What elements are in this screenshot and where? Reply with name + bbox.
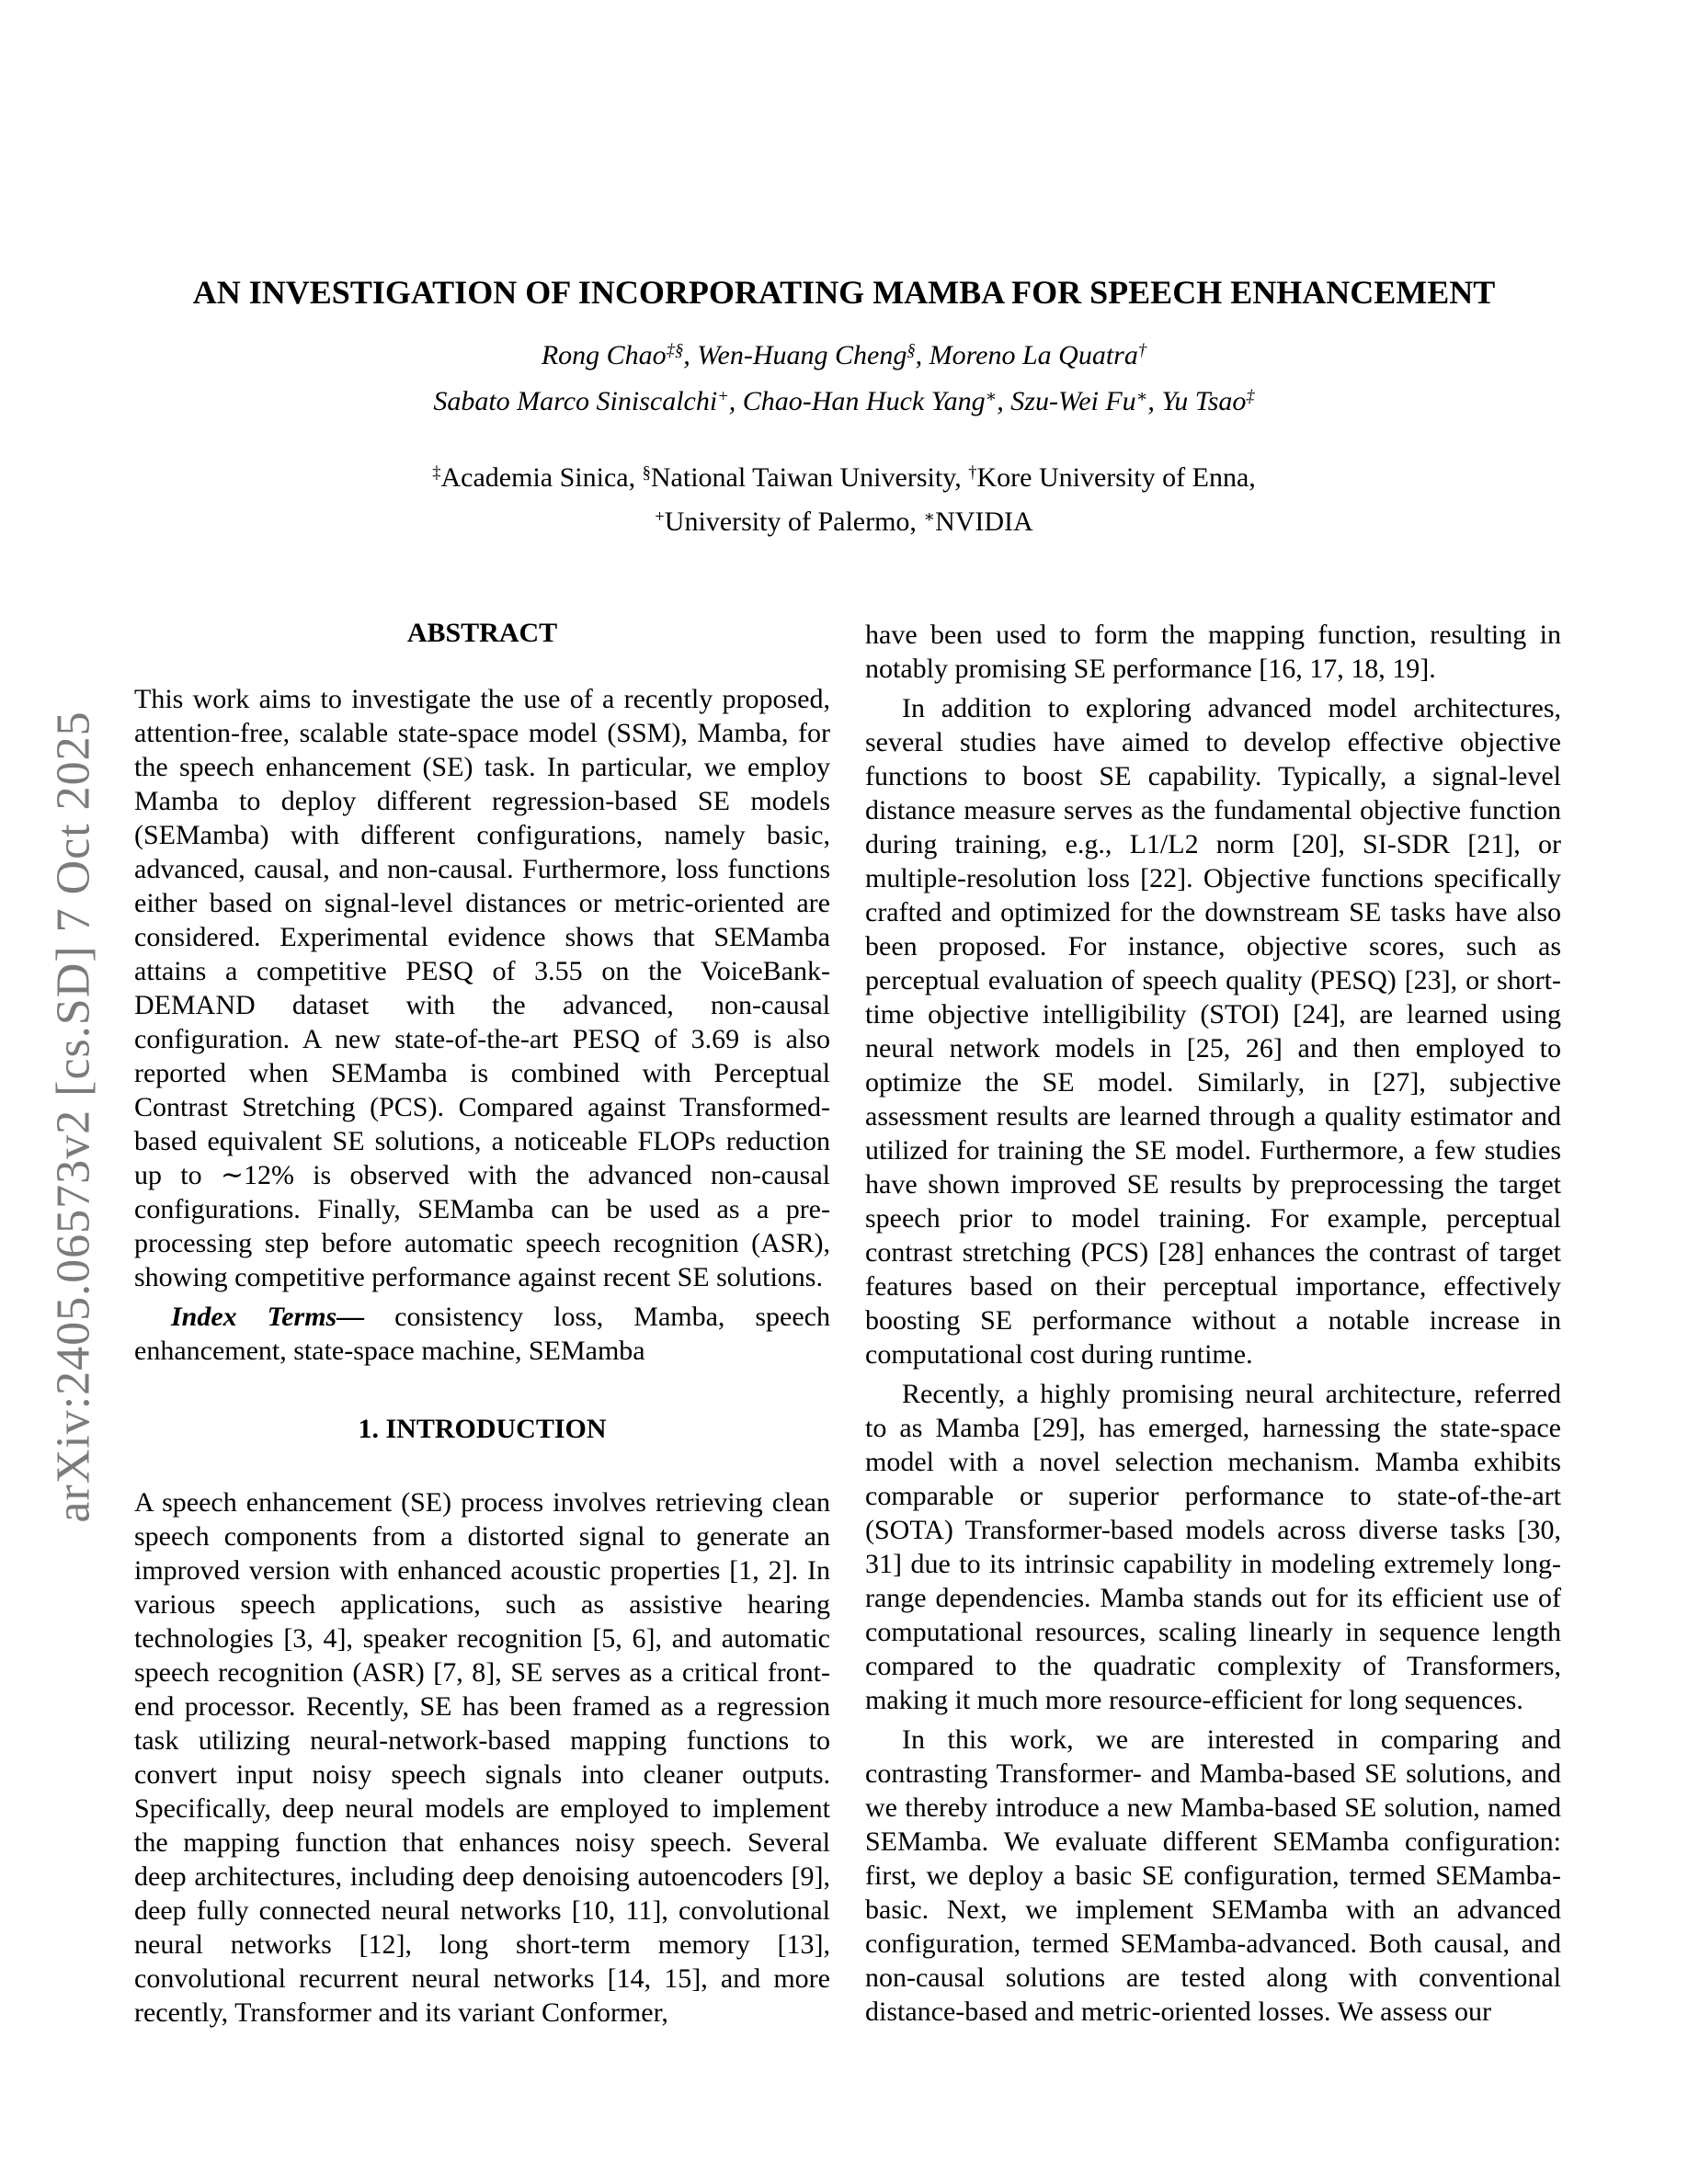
paper-title: AN INVESTIGATION OF INCORPORATING MAMBA FOR SPEECH ENHANCEMENT (192, 274, 1496, 312)
author-line-1: Rong Chao‡§, Wen-Huang Cheng§, Moreno La Quatra† (541, 340, 1147, 370)
right-column-paragraph-4: In this work, we are interested in comparing and contrasting Transformer- and Mamba-based SE solutions, and we thereby introduce a new Mamba-based SE solution, named SEMamba. We evaluate different SEMamba configuration: first, we deploy a basic SE configuration, termed SEMamba-basic. Next, we implement SEMamba with an advanced configuration, termed SEMamba-advanced. Both causal, and non-causal solutions are tested along with conventional distance-based and metric-oriented losses. We assess our (865, 1724, 1561, 2027)
abstract-heading: ABSTRACT (406, 618, 558, 648)
two-column-body (134, 618, 1561, 2035)
right-column-paragraph-3: Recently, a highly promising neural architecture, referred to as Mamba [29], has emerged, harnessing the state-space model with a novel selection mechanism. Mamba exhibits comparable or superior performance to state-of-the-art (SOTA) Transformer-based models across diverse tasks [30, 31] due to its intrinsic capability in modeling extremely long-range dependencies. Mamba stands out for its efficient use of computational resources, scaling linearly in sequence length compared to the quadratic complexity of Transformers, making it much more resource-efficient for long sequences. (865, 1379, 1561, 1715)
author-list (108, 333, 1580, 425)
right-column-paragraph-1: have been used to form the mapping function, resulting in notably promising SE performance [16, 17, 18, 19]. (865, 620, 1561, 684)
index-terms-text: consistency loss, Mamba, speech enhancement, state-space machine, SEMamba (134, 1302, 830, 1366)
affiliation-line-2: +University of Palermo, ∗NVIDIA (655, 506, 1033, 537)
abstract-text: This work aims to investigate the use of a recently proposed, attention-free, scalable state-space model (SSM), Mamba, for the speech enhancement (SE) task. In particular, we employ Mamba to deploy different regression-based SE models (SEMamba) with different configurations, namely basic, advanced, causal, and non-causal. Furthermore, loss functions either based on signal-level distances or metric-oriented are considered. Experimental evidence shows that SEMamba attains a competitive PESQ of 3.55 on the VoiceBank-DEMAND dataset with the advanced, non-causal configuration. A new state-of-the-art PESQ of 3.69 is also reported when SEMamba is combined with Perceptual Contrast Stretching (PCS). Compared against Transformed-based equivalent SE solutions, a noticeable FLOPs reduction up to ∼12% is observed with the advanced non-causal configurations. Finally, SEMamba can be used as a pre-processing step before automatic speech recognition (ASR), showing competitive performance against recent SE solutions. (134, 684, 830, 1292)
introduction-paragraph-1: A speech enhancement (SE) process involves retrieving clean speech components from a distorted signal to generate an improved version with enhanced acoustic properties [1, 2]. In various speech applications, such as assistive hearing technologies [3, 4], speaker recognition [5, 6], and automatic speech recognition (ASR) [7, 8], SE serves as a critical front-end processor. Recently, SE has been framed as a regression task utilizing neural-network-based mapping functions to convert input noisy speech signals into cleaner outputs. Specifically, deep neural models are employed to implement the mapping function that enhances noisy speech. Several deep architectures, including deep denoising autoencoders [9], deep fully connected neural networks [10, 11], convolutional neural networks [12], long short-term memory [13], convolutional recurrent neural networks [14, 15], and more recently, Transformer and its variant Conformer, (134, 1487, 830, 2028)
right-column-paragraph-2: In addition to exploring advanced model architectures, several studies have aimed to develop effective objective functions to boost SE capability. Typically, a signal-level distance measure serves as the fundamental objective function during training, e.g., L1/L2 norm [20], SI-SDR [21], or multiple-resolution loss [22]. Objective functions specifically crafted and optimized for the downstream SE tasks have also been proposed. For instance, objective scores, such as perceptual evaluation of speech quality (PESQ) [23], or short-time objective intelligibility (STOI) [24], are learned using neural network models in [25, 26] and then employed to optimize the SE model. Similarly, in [27], subjective assessment results are learned through a quality estimator and utilized for training the SE model. Furthermore, a few studies have shown improved SE results by preprocessing the target speech prior to model training. For example, perceptual contrast stretching (PCS) [28] enhances the contrast of target features based on their perceptual importance, effectively boosting SE performance without a notable increase in computational cost during runtime. (865, 693, 1561, 1370)
arxiv-watermark: arXiv:2405.06573v2 [cs.SD] 7 Oct 2025 (47, 711, 100, 1523)
affiliation-line-1: ‡Academia Sinica, §National Taiwan University, †Kore University of Enna, (432, 462, 1256, 493)
left-column (134, 618, 830, 2035)
affiliation-list (108, 456, 1580, 544)
author-line-2: Sabato Marco Siniscalchi+, Chao-Han Huck Yang∗, Szu-Wei Fu∗, Yu Tsao‡ (433, 386, 1255, 416)
index-terms (134, 1300, 830, 1368)
index-terms-label: Index Terms— (171, 1302, 365, 1332)
right-column (865, 618, 1561, 2035)
introduction-heading: 1. INTRODUCTION (358, 1414, 607, 1444)
